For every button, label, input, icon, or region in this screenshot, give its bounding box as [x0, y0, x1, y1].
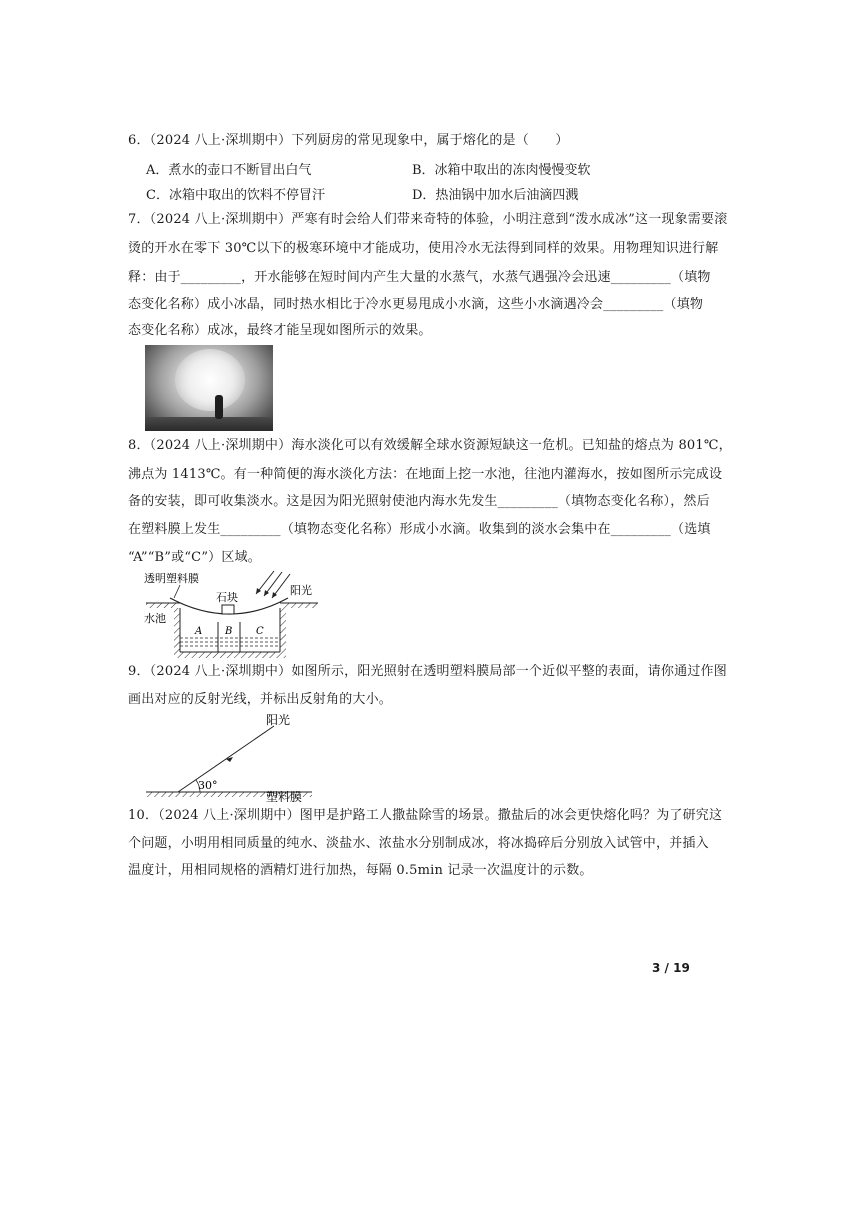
reflection-diagram	[140, 712, 320, 802]
q8-line-3: 备的安装，即可收集淡水。这是因为阳光照射使池内海水先发生_________（填物态变化名称），然后	[128, 494, 710, 509]
label-plastic-film: 塑料膜	[266, 790, 303, 802]
label-angle: 30°	[198, 779, 218, 792]
q8-line-5: “A”“B”或“C”）区域。	[128, 550, 261, 565]
q6-option-a: A．煮水的壶口不断冒出白气	[146, 163, 312, 178]
label-b: B	[225, 626, 233, 637]
q6-stem: 6．（2024 八上·深圳期中）下列厨房的常见现象中，属于熔化的是（ ）	[128, 133, 569, 148]
q6-option-b: B．冰箱中取出的冻肉慢慢变软	[412, 163, 591, 178]
q10-line-3: 温度计，用相同规格的酒精灯进行加热，每隔 0.5min 记录一次温度计的示数。	[128, 863, 593, 878]
label-pool: 水池	[144, 612, 166, 625]
label-c: C	[256, 626, 264, 637]
photo-person	[215, 395, 223, 419]
q8-line-4: 在塑料膜上发生_________（填物态变化名称）形成小水滴。收集到的淡水会集中在_________（选填	[128, 522, 711, 537]
q8-line-1: 8．（2024 八上·深圳期中）海水淡化可以有效缓解全球水资源短缺这一危机。已知盐的熔点为 801℃，	[128, 438, 732, 453]
q9-line-1: 9．（2024 八上·深圳期中）如图所示，阳光照射在透明塑料膜局部一个近似平整的表面，请你通过作图	[128, 664, 727, 679]
label-film: 透明塑料膜	[144, 572, 199, 585]
photo-ground	[145, 417, 273, 431]
label-sunlight: 阳光	[266, 713, 291, 727]
page-number: 3 / 19	[652, 961, 690, 975]
q7-line-2: 烫的开水在零下 30℃以下的极寒环境中才能成功，使用冷水无法得到同样的效果。用物理知识进行解	[128, 241, 719, 256]
q7-line-3: 释：由于_________，开水能够在短时间内产生大量的水蒸气，水蒸气遇强冷会迅速_________（填物	[128, 270, 711, 285]
q8-line-2: 沸点为 1413℃。有一种简便的海水淡化方法：在地面上挖一水池，往池内灌海水，按如图所示完成设	[128, 467, 723, 482]
splash-photo	[145, 345, 273, 431]
q10-line-1: 10．（2024 八上·深圳期中）图甲是护路工人撒盐除雪的场景。撒盐后的冰会更快熔化吗？为了研究这	[128, 808, 723, 823]
desalination-diagram	[140, 568, 330, 660]
label-stone: 石块	[216, 591, 238, 604]
q7-line-1: 7．（2024 八上·深圳期中）严寒有时会给人们带来奇特的体验，小明注意到“泼水成冰”这一现象需要滚	[128, 212, 728, 227]
q10-line-2: 个问题，小明用相同质量的纯水、淡盐水、浓盐水分别制成冰，将冰捣碎后分别放入试管中，并插入	[128, 836, 709, 851]
q7-line-4: 态变化名称）成小冰晶，同时热水相比于冷水更易甩成小水滴，这些小水滴遇冷会_________（填物	[128, 297, 704, 312]
splash-cloud	[175, 349, 245, 411]
label-a: A	[195, 626, 203, 637]
q9-line-2: 画出对应的反射光线，并标出反射角的大小。	[128, 692, 393, 707]
q6-option-c: C．冰箱中取出的饮料不停冒汗	[146, 188, 325, 203]
q6-option-d: D．热油锅中加水后油滴四溅	[412, 188, 579, 203]
label-sun: 阳光	[290, 584, 312, 597]
q7-line-5: 态变化名称）成冰，最终才能呈现如图所示的效果。	[128, 323, 432, 338]
